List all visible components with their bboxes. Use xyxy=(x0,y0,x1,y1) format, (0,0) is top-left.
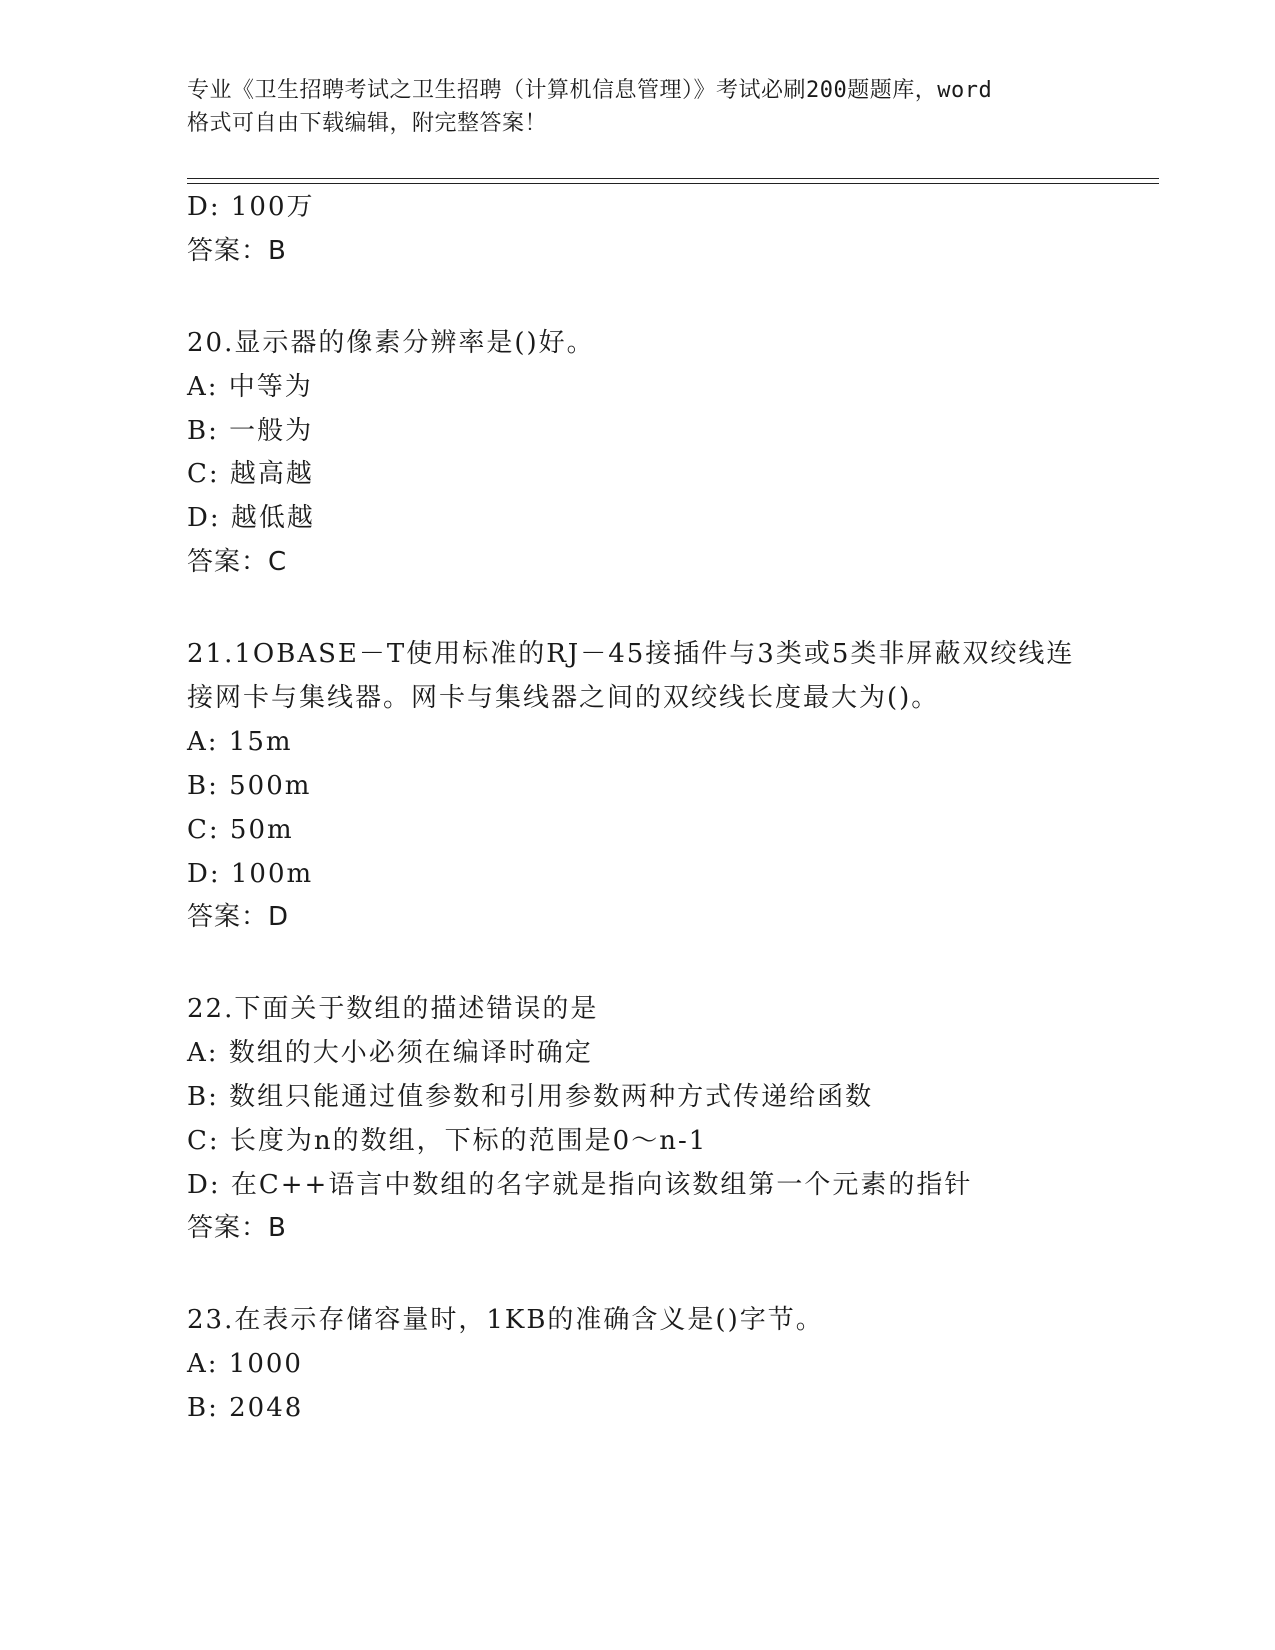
q22-answer: 答案：B xyxy=(187,1213,287,1243)
header-line-1: 专业《卫生招聘考试之卫生招聘（计算机信息管理）》考试必刷200题题库，word xyxy=(187,78,993,103)
q22-option-c: C: 长度为n的数组，下标的范围是0～n-1 xyxy=(187,1126,708,1156)
q20-option-c: C: 越高越 xyxy=(187,459,314,489)
q21-question-line-1: 21.1OBASE－T使用标准的RJ－45接插件与3类或5类非屏蔽双绞线连 xyxy=(187,639,1075,669)
q23-option-a: A: 1000 xyxy=(187,1349,303,1379)
q19-answer: 答案：B xyxy=(187,236,287,266)
q20-option-d: D: 越低越 xyxy=(187,503,315,533)
header-divider-bottom xyxy=(187,183,1159,184)
q19-option-d: D: 100万 xyxy=(187,192,315,222)
q21-option-a: A: 15m xyxy=(187,727,293,757)
q21-answer: 答案：D xyxy=(187,902,290,932)
q23-option-b: B: 2048 xyxy=(187,1393,304,1423)
q23-question: 23.在表示存储容量时，1KB的准确含义是()字节。 xyxy=(187,1305,824,1335)
q22-option-a: A: 数组的大小必须在编译时确定 xyxy=(187,1038,593,1068)
q21-question-line-2: 接网卡与集线器。网卡与集线器之间的双绞线长度最大为()。 xyxy=(187,683,940,713)
document-header xyxy=(187,74,1107,140)
q21-option-c: C: 50m xyxy=(187,815,294,845)
header-line-2: 格式可自由下载编辑，附完整答案！ xyxy=(187,111,548,136)
q20-answer: 答案：C xyxy=(187,547,288,577)
q21-option-d: D: 100m xyxy=(187,859,314,889)
q22-option-d: D: 在C++语言中数组的名字就是指向该数组第一个元素的指针 xyxy=(187,1170,973,1200)
q21-option-b: B: 500m xyxy=(187,771,312,801)
q20-option-b: B: 一般为 xyxy=(187,416,314,446)
q20-option-a: A: 中等为 xyxy=(187,372,313,402)
q22-option-b: B: 数组只能通过值参数和引用参数两种方式传递给函数 xyxy=(187,1082,874,1112)
q20-question: 20.显示器的像素分辨率是()好。 xyxy=(187,328,595,358)
q22-question: 22.下面关于数组的描述错误的是 xyxy=(187,994,599,1024)
header-divider-top xyxy=(187,178,1159,179)
